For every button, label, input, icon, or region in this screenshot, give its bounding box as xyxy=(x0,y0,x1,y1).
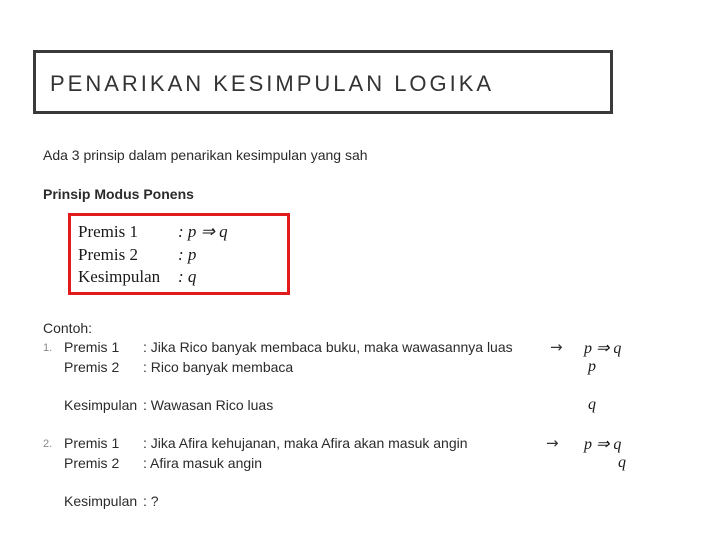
rule-label-kesimpulan: Kesimpulan xyxy=(78,267,161,286)
example-1-premis-2-text: : Rico banyak membaca xyxy=(143,359,294,375)
example-1-premis-1-label: Premis 1 xyxy=(64,339,120,355)
page-title: PENARIKAN KESIMPULAN LOGIKA xyxy=(50,71,495,96)
example-2-premis-2-text: : Afira masuk angin xyxy=(143,455,263,471)
example-2-arrow-icon: → xyxy=(546,434,559,452)
title-box xyxy=(33,50,613,114)
example-1-logic-premis-2: p xyxy=(588,358,596,375)
example-2-number: 2. xyxy=(43,438,53,450)
example-1-logic-conclusion: q xyxy=(588,396,596,413)
example-1-arrow-icon: → xyxy=(550,338,563,356)
example-2-logic-premis-2: q xyxy=(618,454,626,471)
example-1-premis-1-text: : Jika Rico banyak membaca buku, maka wawasannya luas xyxy=(143,339,513,355)
rule-label-premis-2: Premis 2 xyxy=(78,245,138,264)
example-2-logic-premis-1: p ⇒ q xyxy=(584,436,622,453)
intro-text: Ada 3 prinsip dalam penarikan kesimpulan yang sah xyxy=(43,147,368,163)
example-2-premis-2-label: Premis 2 xyxy=(64,455,120,471)
rule-value-premis-2: : p xyxy=(178,245,197,264)
examples-heading: Contoh: xyxy=(43,320,93,336)
section-title: Prinsip Modus Ponens xyxy=(43,186,194,202)
rule-value-premis-1: : p ⇒ q xyxy=(178,222,228,241)
example-1-number: 1. xyxy=(43,342,53,354)
example-2-premis-1-label: Premis 1 xyxy=(64,435,120,451)
example-1-logic-premis-1: p ⇒ q xyxy=(584,340,622,357)
example-1-conclusion-text: : Wawasan Rico luas xyxy=(143,397,274,413)
example-1-conclusion-label: Kesimpulan xyxy=(64,397,138,413)
example-1-premis-2-label: Premis 2 xyxy=(64,359,120,375)
rule-label-premis-1: Premis 1 xyxy=(78,222,138,241)
rule-value-kesimpulan: : q xyxy=(178,267,197,286)
example-2-conclusion-label: Kesimpulan xyxy=(64,493,138,509)
example-2-premis-1-text: : Jika Afira kehujanan, maka Afira akan masuk angin xyxy=(143,435,468,451)
example-2-conclusion-text: : ? xyxy=(143,493,159,509)
